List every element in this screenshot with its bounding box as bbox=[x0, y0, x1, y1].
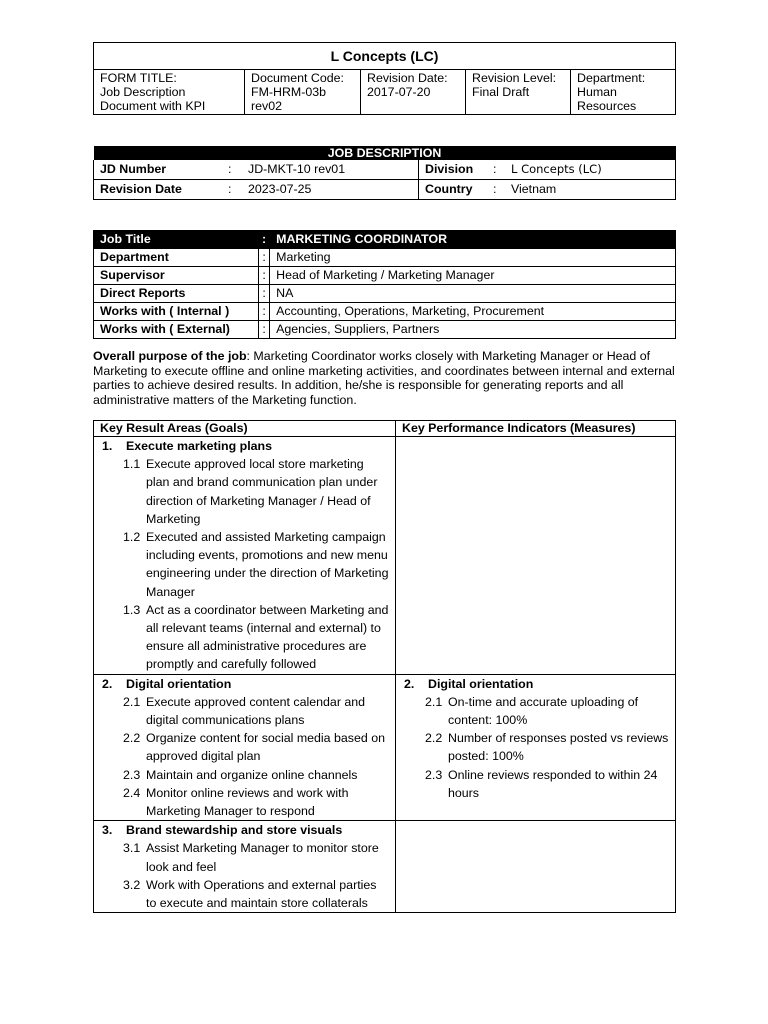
goal-cell bbox=[94, 674, 396, 821]
goal-item-text: Work with Operations and external parties to execute and maintain store collaterals bbox=[146, 877, 377, 911]
department-line1: Human bbox=[577, 85, 617, 99]
goal-number: 2. bbox=[102, 676, 113, 691]
rev-date-label: Revision Date: bbox=[367, 71, 448, 85]
document-header bbox=[93, 42, 676, 115]
division-label: Division bbox=[419, 160, 488, 180]
goal-item bbox=[100, 876, 389, 912]
form-title-line1: Job Description bbox=[100, 85, 186, 99]
country-label: Country bbox=[419, 180, 488, 200]
goal-item-number: 2.4 bbox=[123, 785, 141, 800]
goal-item bbox=[100, 766, 389, 784]
goal-item bbox=[100, 693, 389, 729]
purpose-label: Overall purpose of the job bbox=[93, 349, 247, 363]
kpi-item-text: Number of responses posted vs reviews posted: 100% bbox=[448, 731, 669, 764]
kra-row bbox=[94, 821, 676, 913]
goal-item-number: 3.2 bbox=[123, 877, 141, 892]
purpose-paragraph bbox=[93, 349, 678, 407]
rev-level-value: Final Draft bbox=[472, 85, 530, 99]
kpi-cell bbox=[396, 821, 676, 913]
goal-number: 1. bbox=[102, 439, 113, 453]
rev-level-cell bbox=[466, 70, 571, 115]
jd-number-value: JD-MKT-10 rev01 bbox=[242, 160, 419, 180]
goal-item-text: Act as a coordinator between Marketing and all relevant teams (internal and external) to ensure all administrative procedures are promptly and carefully followed bbox=[146, 602, 389, 672]
goal-item bbox=[100, 601, 389, 674]
department-line2: Resources bbox=[577, 99, 637, 113]
goal-number: 3. bbox=[102, 823, 113, 838]
works-external-row bbox=[94, 321, 676, 339]
job-title-colon: : bbox=[259, 231, 270, 249]
works-internal-colon: : bbox=[259, 303, 270, 321]
job-title-value: MARKETING COORDINATOR bbox=[270, 231, 676, 249]
jd-number-label: JD Number bbox=[94, 160, 223, 180]
kra-kpi-table bbox=[93, 420, 676, 913]
rev-level-label: Revision Level: bbox=[472, 71, 557, 85]
goal-item-number: 3.1 bbox=[123, 841, 141, 856]
doc-code-label: Document Code: bbox=[251, 71, 344, 85]
department-row-colon: : bbox=[259, 249, 270, 267]
direct-reports-row bbox=[94, 285, 676, 303]
goal-item-text: Assist Marketing Manager to monitor store look and feel bbox=[146, 841, 379, 874]
works-internal-label: Works with ( Internal ) bbox=[94, 303, 259, 321]
kpi-item-text: Online reviews responded to within 24 hours bbox=[448, 767, 658, 800]
country-colon: : bbox=[487, 180, 505, 200]
kpi-item-text: On-time and accurate uploading of content: 100% bbox=[448, 694, 639, 728]
job-description-table bbox=[93, 146, 676, 200]
department-label: Department: bbox=[577, 71, 646, 85]
kpi-cell bbox=[396, 437, 676, 675]
goal-item-number: 1.1 bbox=[123, 457, 141, 472]
goal-item-text: Organize content for social media based on approved digital plan bbox=[146, 731, 386, 764]
form-title-cell bbox=[94, 70, 245, 115]
goal-item-text: Maintain and organize online channels bbox=[146, 767, 358, 782]
kpi-item bbox=[402, 766, 669, 802]
job-title-label: Job Title bbox=[94, 231, 259, 249]
works-external-colon: : bbox=[259, 321, 270, 339]
kra-row bbox=[94, 437, 676, 675]
works-external-label: Works with ( External) bbox=[94, 321, 259, 339]
rev-date-cell bbox=[361, 70, 466, 115]
rev-date-value: 2017-07-20 bbox=[367, 85, 431, 99]
works-external-value: Agencies, Suppliers, Partners bbox=[270, 321, 676, 339]
goal-heading bbox=[100, 437, 389, 455]
works-internal-value: Accounting, Operations, Marketing, Procurement bbox=[270, 303, 676, 321]
goal-item-text: Executed and assisted Marketing campaign including events, promotions and new menu engineering under the direction of Marketing Manager bbox=[146, 530, 389, 599]
kpi-column-header: Key Performance Indicators (Measures) bbox=[396, 421, 676, 437]
direct-reports-colon: : bbox=[259, 285, 270, 303]
goal-title: Digital orientation bbox=[126, 676, 232, 691]
revision-date-label: Revision Date bbox=[94, 180, 223, 200]
department-row-label: Department bbox=[94, 249, 259, 267]
revision-date-colon: : bbox=[222, 180, 242, 200]
goal-cell bbox=[94, 437, 396, 675]
supervisor-row bbox=[94, 267, 676, 285]
doc-code-cell bbox=[245, 70, 361, 115]
kpi-cell bbox=[396, 674, 676, 821]
goal-item-number: 2.2 bbox=[123, 731, 141, 746]
direct-reports-label: Direct Reports bbox=[94, 285, 259, 303]
department-cell bbox=[571, 70, 676, 115]
kpi-title: Digital orientation bbox=[428, 676, 534, 691]
job-details-table bbox=[93, 230, 676, 339]
job-title-row bbox=[94, 231, 676, 249]
division-colon: : bbox=[487, 160, 505, 180]
department-row-value: Marketing bbox=[270, 249, 676, 267]
goal-item-number: 1.2 bbox=[123, 530, 141, 545]
jd-number-colon: : bbox=[222, 160, 242, 180]
division-value: L Concepts (LC) bbox=[505, 160, 676, 180]
job-description-heading: JOB DESCRIPTION bbox=[94, 146, 676, 160]
goal-item-text: Monitor online reviews and work with Marketing Manager to respond bbox=[146, 785, 349, 819]
goal-item-text: Execute approved local store marketing plan and brand communication plan under direction of Marketing Manager / Head of Marketing bbox=[146, 457, 378, 526]
form-title-label: FORM TITLE: bbox=[100, 71, 177, 85]
works-internal-row bbox=[94, 303, 676, 321]
goal-item bbox=[100, 528, 389, 601]
goal-heading bbox=[100, 675, 389, 693]
supervisor-value: Head of Marketing / Marketing Manager bbox=[270, 267, 676, 285]
company-title: L Concepts (LC) bbox=[94, 43, 676, 70]
goal-item bbox=[100, 784, 389, 820]
goal-title: Execute marketing plans bbox=[126, 439, 272, 453]
kpi-heading bbox=[402, 675, 669, 693]
kpi-item bbox=[402, 693, 669, 729]
kra-row bbox=[94, 674, 676, 821]
purpose-text: : Marketing Coordinator works closely with Marketing Manager or Head of Marketing to execute offline and online marketing activities, and coordinates between internal and external parties to achieve desired results. In addition, he/she is responsible for generating reports and all administrative matters of the Marketing function. bbox=[93, 349, 675, 407]
goal-title: Brand stewardship and store visuals bbox=[126, 823, 343, 838]
revision-date-value: 2023-07-25 bbox=[242, 180, 419, 200]
goal-item-number: 1.3 bbox=[123, 602, 141, 617]
goal-item bbox=[100, 455, 389, 528]
kpi-item bbox=[402, 729, 669, 765]
kra-column-header: Key Result Areas (Goals) bbox=[94, 421, 396, 437]
kpi-number: 2. bbox=[404, 676, 415, 691]
goal-item-text: Execute approved content calendar and digital communications plans bbox=[146, 694, 366, 728]
supervisor-label: Supervisor bbox=[94, 267, 259, 285]
goal-item bbox=[100, 839, 389, 875]
goal-cell bbox=[94, 821, 396, 913]
supervisor-colon: : bbox=[259, 267, 270, 285]
country-value: Vietnam bbox=[505, 180, 676, 200]
goal-item-number: 2.1 bbox=[123, 694, 141, 709]
doc-code-line1: FM-HRM-03b bbox=[251, 85, 327, 99]
form-title-line2: Document with KPI bbox=[100, 99, 206, 113]
kpi-item-number: 2.2 bbox=[425, 731, 443, 746]
department-row bbox=[94, 249, 676, 267]
goal-heading bbox=[100, 821, 389, 839]
goal-item-number: 2.3 bbox=[123, 767, 141, 782]
direct-reports-value: NA bbox=[270, 285, 676, 303]
kpi-item-number: 2.1 bbox=[425, 694, 443, 709]
goal-item bbox=[100, 729, 389, 765]
kpi-item-number: 2.3 bbox=[425, 767, 443, 782]
doc-code-line2: rev02 bbox=[251, 99, 282, 113]
